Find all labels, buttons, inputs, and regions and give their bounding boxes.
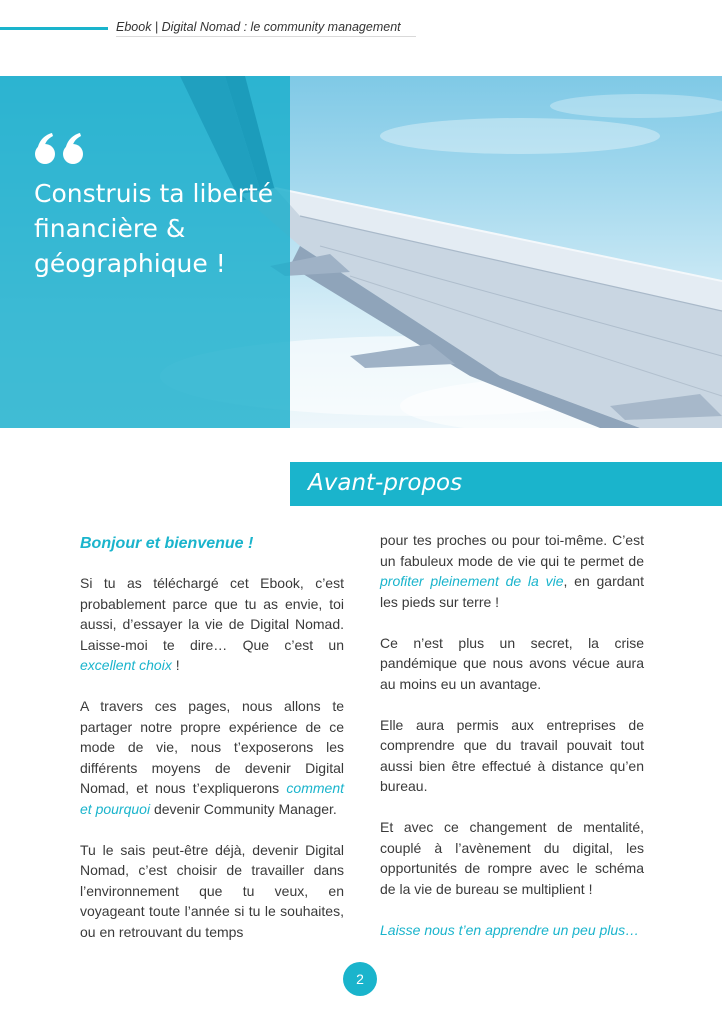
- paragraph: Ce n’est plus un secret, la crise pandémique que nous avons vécue aura au moins eu un avantage.: [380, 634, 644, 692]
- text-span: devenir Community Manager.: [150, 800, 337, 817]
- paragraph: Tu le sais peut-être déjà, devenir Digital Nomad, c’est choisir de travailler dans l’environnement que tu veux, en voyageant toute l’année si tu le souhaites, ou en retrouvant du temps: [80, 841, 344, 940]
- highlight-text: comment et pourquoi: [80, 780, 344, 817]
- text-span: , en gardant les pieds sur terre !: [380, 573, 644, 610]
- paragraph: Et avec ce changement de mentalité, couplé à l’avènement du digital, les opportunités de rompre avec le schéma de la vie de bureau se multiplient !: [380, 819, 644, 897]
- text-span: !: [171, 657, 180, 673]
- paragraph: [80, 573, 344, 676]
- closing-line: Laisse nous t’en apprendre un peu plus…: [380, 921, 640, 938]
- text-span: pour tes proches ou pour toi-même. C’est un fabuleux mode de vie qui te permet de: [380, 532, 644, 569]
- highlight-text: profiter pleinement de la vie: [380, 573, 564, 589]
- paragraph: Elle aura permis aux entreprises de comprendre que du travail pouvait tout aussi bien être effectué à distance qu’en bureau.: [380, 716, 644, 794]
- section-title: Avant-propos: [308, 470, 463, 496]
- page-number-badge: 2: [343, 962, 377, 996]
- greeting-heading: Bonjour et bienvenue !: [80, 535, 254, 552]
- left-column: [80, 533, 344, 963]
- text-span: Si tu as téléchargé cet Ebook, c’est probablement parce que tu as envie, toi aussi, d’essayer la vie de Digital Nomad. Laisse-moi te dire… Que c’est un: [80, 575, 344, 653]
- text-span: A travers ces pages, nous allons te partager notre propre expérience de ce mode de vie, nous t’exposerons les différents moyens de devenir Digital Nomad, et nous t’expliquerons: [80, 698, 344, 796]
- header-title: Ebook | Digital Nomad : le community management: [116, 20, 401, 34]
- hero-title: Construis ta liberté financière & géographique !: [34, 179, 274, 278]
- right-column: [380, 530, 644, 961]
- hero-banner: [0, 76, 722, 428]
- paragraph: [80, 696, 344, 819]
- highlight-text: excellent choix: [80, 657, 172, 673]
- section-banner: [290, 462, 722, 506]
- header-accent-line: [0, 27, 108, 30]
- paragraph: [380, 530, 644, 612]
- header-divider: [116, 36, 416, 37]
- quote-icon: [34, 132, 88, 166]
